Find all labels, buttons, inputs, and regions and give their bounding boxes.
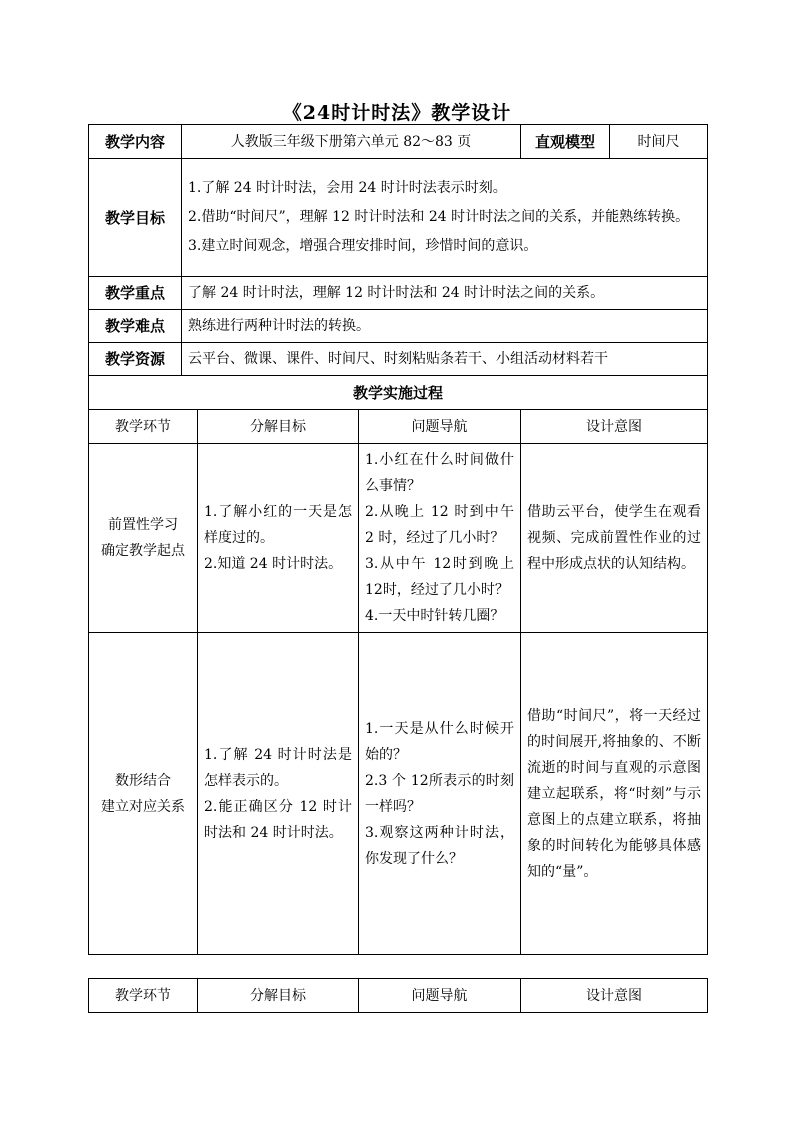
content-label: 教学内容 xyxy=(89,125,182,159)
process-row xyxy=(89,444,708,633)
resources-value: 云平台、微课、课件、时间尺、时刻粘贴条若干、小组活动材料若干 xyxy=(182,343,708,376)
resources-label: 教学资源 xyxy=(89,343,182,376)
question-line: 2.从晚上 12 时到中午 2 时，经过了几小时？ xyxy=(365,504,515,546)
goal-item: 2.借助“时间尺”，理解 12 时计时法和 24 时计时法之间的关系，并能熟练转换。 xyxy=(188,209,690,225)
header-intent: 设计意图 xyxy=(521,979,708,1013)
question-line: 4.一天中时针转几圈？ xyxy=(365,608,505,624)
content-row xyxy=(89,125,708,159)
goal-line: 1.了解 24 时计时法是怎样表示的。 xyxy=(204,746,352,789)
question-line: 3.观察这两种计时法，你发现了什么？ xyxy=(365,824,515,867)
header-goals: 分解目标 xyxy=(198,979,359,1013)
process-heading: 教学实施过程 xyxy=(89,376,708,410)
question-line: 2.3 个 12所表示的时刻一样吗？ xyxy=(365,772,515,815)
page-title: 《24时计时法》教学设计 xyxy=(282,102,512,124)
questions-cell xyxy=(359,444,521,633)
goal-line: 2.知道 24 时计时法。 xyxy=(204,556,343,572)
continuation-table xyxy=(88,978,708,1013)
model-value: 时间尺 xyxy=(610,125,708,159)
question-line: 3.从中午 12时到晚上12时，经过了几小时？ xyxy=(365,556,515,598)
key-row xyxy=(89,277,708,310)
stage-line: 前置性学习 xyxy=(108,517,178,533)
content-value: 人教版三年级下册第六单元 82～83 页 xyxy=(182,125,521,159)
header-intent: 设计意图 xyxy=(521,410,708,444)
process-heading-row xyxy=(89,376,708,410)
header-goals: 分解目标 xyxy=(198,410,359,444)
stage-line: 数形结合 xyxy=(115,772,171,789)
stage-line: 建立对应关系 xyxy=(101,798,185,815)
goals-cell xyxy=(198,444,359,633)
intent-cell: 借助云平台，使学生在观看视频、完成前置性作业的过程中形成点状的认知结构。 xyxy=(521,444,708,633)
question-line: 1.小红在什么时间做什么事情？ xyxy=(365,452,515,494)
difficulty-value: 熟练进行两种计时法的转换。 xyxy=(182,310,708,343)
key-label: 教学重点 xyxy=(89,277,182,310)
goals-label: 教学目标 xyxy=(89,159,182,277)
stage-line: 确定教学起点 xyxy=(101,543,185,559)
process-row xyxy=(89,633,708,955)
difficulty-label: 教学难点 xyxy=(89,310,182,343)
stage-cell xyxy=(89,633,198,955)
goal-item: 3.建立时间观念，增强合理安排时间，珍惜时间的意识。 xyxy=(188,238,538,254)
questions-cell xyxy=(359,633,521,955)
intent-cell: 借助“时间尺”，将一天经过的时间展开,将抽象的、不断流逝的时间与直观的示意图建立起联系，将“时刻”与示意图上的点建立联系，将抽象的时间转化为能够具体感知的“量”。 xyxy=(521,633,708,955)
header-questions: 问题导航 xyxy=(359,410,521,444)
goals-cell xyxy=(182,159,708,277)
lesson-design-table xyxy=(88,124,708,955)
question-line: 1.一天是从什么时候开始的？ xyxy=(365,720,515,763)
goals-cell xyxy=(198,633,359,955)
model-label: 直观模型 xyxy=(521,125,610,159)
header-stage: 教学环节 xyxy=(89,979,198,1013)
stage-cell xyxy=(89,444,198,633)
header-stage: 教学环节 xyxy=(89,410,198,444)
key-value: 了解 24 时计时法，理解 12 时计时法和 24 时计时法之间的关系。 xyxy=(182,277,708,310)
goal-item: 1.了解 24 时计时法，会用 24 时计时法表示时刻。 xyxy=(188,180,507,196)
resources-row xyxy=(89,343,708,376)
difficulty-row xyxy=(89,310,708,343)
continuation-header-row xyxy=(89,979,708,1013)
header-questions: 问题导航 xyxy=(359,979,521,1013)
process-header-row xyxy=(89,410,708,444)
goal-line: 1.了解小红的一天是怎样度过的。 xyxy=(204,504,352,546)
goals-row xyxy=(89,159,708,277)
goal-line: 2.能正确区分 12 时计时法和 24 时计时法。 xyxy=(204,798,352,841)
